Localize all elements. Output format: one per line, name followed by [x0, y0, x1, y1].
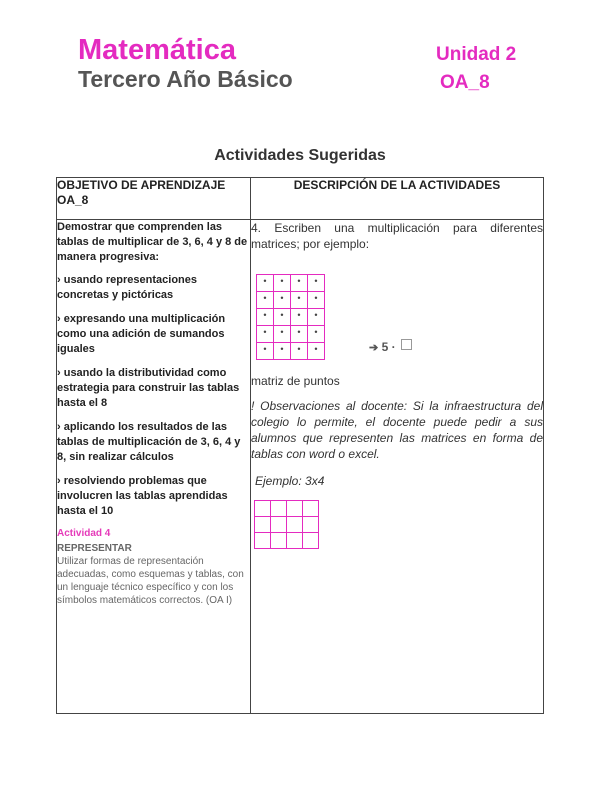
- dot-cell: •: [308, 275, 325, 292]
- multiplication-text: 5 ·: [381, 340, 396, 354]
- grid-cell: [287, 517, 303, 533]
- activity-text: Utilizar formas de representación adecuadas, como esquemas y tablas, con un lenguaje técnico específico y con los símbolos matemáticos correctos. (OA I): [57, 556, 244, 606]
- dot-cell: •: [308, 292, 325, 309]
- grid-row: [255, 533, 319, 549]
- activity-title: Actividad 4: [57, 528, 111, 539]
- grid-row: [255, 501, 319, 517]
- dot-cell: •: [274, 309, 291, 326]
- objective-cell: [57, 220, 251, 714]
- dot-cell: •: [257, 309, 274, 326]
- grid-cell: [287, 501, 303, 517]
- dot-cell: •: [257, 275, 274, 292]
- dot-matrix: [256, 274, 325, 360]
- dot-cell: •: [274, 292, 291, 309]
- description-cell: [251, 220, 544, 714]
- description-intro: 4. Escriben una multiplicación para diferentes matrices; por ejemplo:: [251, 221, 543, 251]
- answer-box: [401, 339, 412, 350]
- dot-cell: •: [291, 275, 308, 292]
- dot-cell: •: [257, 326, 274, 343]
- grid-cell: [271, 501, 287, 517]
- dot-row: [257, 275, 325, 292]
- example-grid: [254, 500, 319, 549]
- dot-cell: •: [257, 292, 274, 309]
- objective-bullet: › resolviendo problemas que involucren las tablas aprendidas hasta el 10: [57, 475, 228, 517]
- activity-box: [57, 528, 250, 607]
- dot-cell: •: [291, 292, 308, 309]
- grid-cell: [287, 533, 303, 549]
- grid-cell: [303, 533, 319, 549]
- matrix-caption: matriz de puntos: [251, 374, 340, 388]
- grid-cell: [303, 517, 319, 533]
- dot-cell: •: [291, 326, 308, 343]
- dot-cell: •: [308, 343, 325, 360]
- objective-bullet: › usando la distributividad como estrategia para construir las tablas hasta el 8: [57, 367, 240, 409]
- oa-label: OA_8: [440, 72, 490, 93]
- subject-title: Matemática: [78, 34, 236, 66]
- grid-cell: [271, 533, 287, 549]
- activities-table: [56, 177, 544, 714]
- objective-header: OBJETIVO DE APRENDIZAJE OA_8: [57, 178, 251, 220]
- example-label: Ejemplo: 3x4: [255, 474, 325, 488]
- teacher-observation: ! Observaciones al docente: Si la infraestructura del colegio lo permite, el docente puede pedir a sus alumnos que representen las matrices en forma de tablas con word o excel.: [251, 399, 543, 461]
- dot-cell: •: [308, 309, 325, 326]
- grid-cell: [303, 501, 319, 517]
- dot-cell: •: [274, 343, 291, 360]
- unit-label: Unidad 2: [436, 44, 517, 65]
- dot-cell: •: [291, 343, 308, 360]
- dot-row: [257, 292, 325, 309]
- description-header: DESCRIPCIÓN DE LA ACTIVIDADES: [251, 178, 544, 220]
- grid-cell: [255, 501, 271, 517]
- dot-row: [257, 343, 325, 360]
- arrow-icon: ➔: [369, 342, 379, 354]
- dot-cell: •: [274, 326, 291, 343]
- dot-cell: •: [274, 275, 291, 292]
- objective-intro: Demostrar que comprenden las tablas de multiplicar de 3, 6, 4 y 8 de manera progresiva:: [57, 221, 248, 263]
- activity-subtitle: REPRESENTAR: [57, 543, 132, 554]
- grid-cell: [271, 517, 287, 533]
- dot-row: [257, 309, 325, 326]
- objective-bullet: › aplicando los resultados de las tablas de multiplicación de 3, 6, 4 y 8, sin realizar cálculos: [57, 421, 241, 463]
- table-body-row: [57, 220, 544, 714]
- dot-row: [257, 326, 325, 343]
- dot-cell: •: [308, 326, 325, 343]
- objective-bullet: › expresando una multiplicación como una adición de sumandos iguales: [57, 313, 226, 355]
- multiplication-expression: [369, 339, 412, 354]
- section-title: Actividades Sugeridas: [214, 147, 386, 164]
- objective-bullet: › usando representaciones concretas y pictóricas: [57, 274, 197, 301]
- grade-subtitle: Tercero Año Básico: [78, 66, 293, 92]
- dot-cell: •: [257, 343, 274, 360]
- table-header-row: [57, 178, 544, 220]
- grid-cell: [255, 517, 271, 533]
- dot-cell: •: [291, 309, 308, 326]
- grid-cell: [255, 533, 271, 549]
- grid-row: [255, 517, 319, 533]
